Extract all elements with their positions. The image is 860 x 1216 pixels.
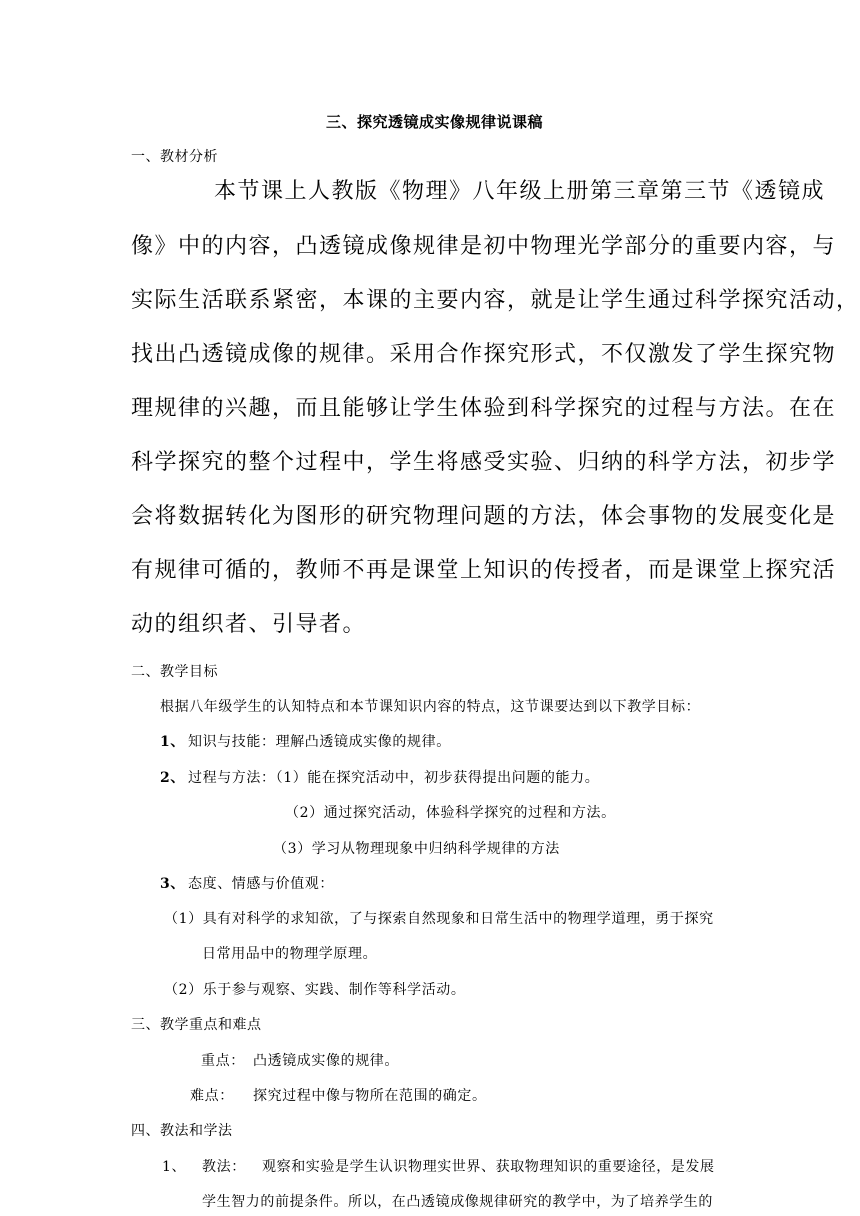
key-point-text: 凸透镜成实像的规律。 xyxy=(253,1053,399,1069)
document-title: 三、探究透镜成实像规律说课稿 xyxy=(326,113,544,131)
goal-process-sub-2: （2）通过探究活动，体验科学探究的过程和方法。 xyxy=(285,805,616,821)
goal-process-methods: 过程与方法：（1）能在探究活动中，初步获得提出问题的能力。 xyxy=(188,770,600,786)
section-heading-key-difficult: 三、教学重点和难点 xyxy=(131,1017,262,1033)
paragraph-line: 本节课上人教版《物理》八年级上册第三章第三节《透镜成 xyxy=(214,179,826,204)
paragraph-line: 科学探究的整个过程中，学生将感受实验、归纳的科学方法，初步学 xyxy=(131,450,837,475)
goal-knowledge-skills: 知识与技能：理解凸透镜成实像的规律。 xyxy=(188,734,451,750)
paragraph-line: 理规律的兴趣，而且能够让学生体验到科学探究的过程与方法。在在 xyxy=(131,396,837,421)
paragraph-line: 找出凸透镜成像的规律。采用合作探究形式，不仅激发了学生探究物 xyxy=(131,342,837,367)
goal-number-3: 3、 xyxy=(160,876,185,892)
goal-process-sub-3: （3）学习从物理现象中归纳科学规律的方法 xyxy=(273,841,560,857)
method-number-1: 1、 xyxy=(162,1159,187,1175)
goal-number-1: 1、 xyxy=(160,734,185,750)
teaching-method-label: 教法： xyxy=(202,1159,246,1175)
section-heading-methods: 四、教法和学法 xyxy=(131,1123,233,1139)
goal-attitude-values: 态度、情感与价值观： xyxy=(188,876,334,892)
goal-number-2: 2、 xyxy=(160,770,185,786)
goal-attitude-sub-1-cont: 日常用品中的物理学原理。 xyxy=(202,946,378,962)
teaching-method-text: 观察和实验是学生认识物理实世界、获取物理知识的重要途径，是发展 xyxy=(262,1159,715,1175)
paragraph-line: 像》中的内容，凸透镜成像规律是初中物理光学部分的重要内容，与 xyxy=(131,234,837,259)
section-heading-textbook-analysis: 一、教材分析 xyxy=(131,149,218,165)
paragraph-line: 会将数据转化为图形的研究物理问题的方法，体会事物的发展变化是 xyxy=(131,504,837,529)
section-heading-teaching-goals: 二、教学目标 xyxy=(131,664,218,680)
difficult-point-text: 探究过程中像与物所在范围的确定。 xyxy=(253,1088,487,1104)
goals-intro: 根据八年级学生的认知特点和本节课知识内容的特点，这节课要达到以下教学目标： xyxy=(160,699,701,715)
teaching-method-text-cont: 学生智力的前提条件。所以，在凸透镜成像规律研究的教学中，为了培养学生的 xyxy=(202,1194,713,1210)
goal-attitude-sub-1: （1）具有对科学的求知欲，了与探索自然现象和日常生活中的物理学道理，勇于探究 xyxy=(164,911,714,927)
paragraph-line: 有规律可循的，教师不再是课堂上知识的传授者，而是课堂上探究活 xyxy=(131,558,837,583)
goal-attitude-sub-2: （2）乐于参与观察、实践、制作等科学活动。 xyxy=(164,982,466,998)
key-point-label: 重点： xyxy=(201,1053,245,1069)
paragraph-line: 动的组织者、引导者。 xyxy=(131,612,367,637)
paragraph-line: 实际生活联系紧密，本课的主要内容，就是让学生通过科学探究活动， xyxy=(131,288,860,313)
difficult-point-label: 难点： xyxy=(190,1088,234,1104)
